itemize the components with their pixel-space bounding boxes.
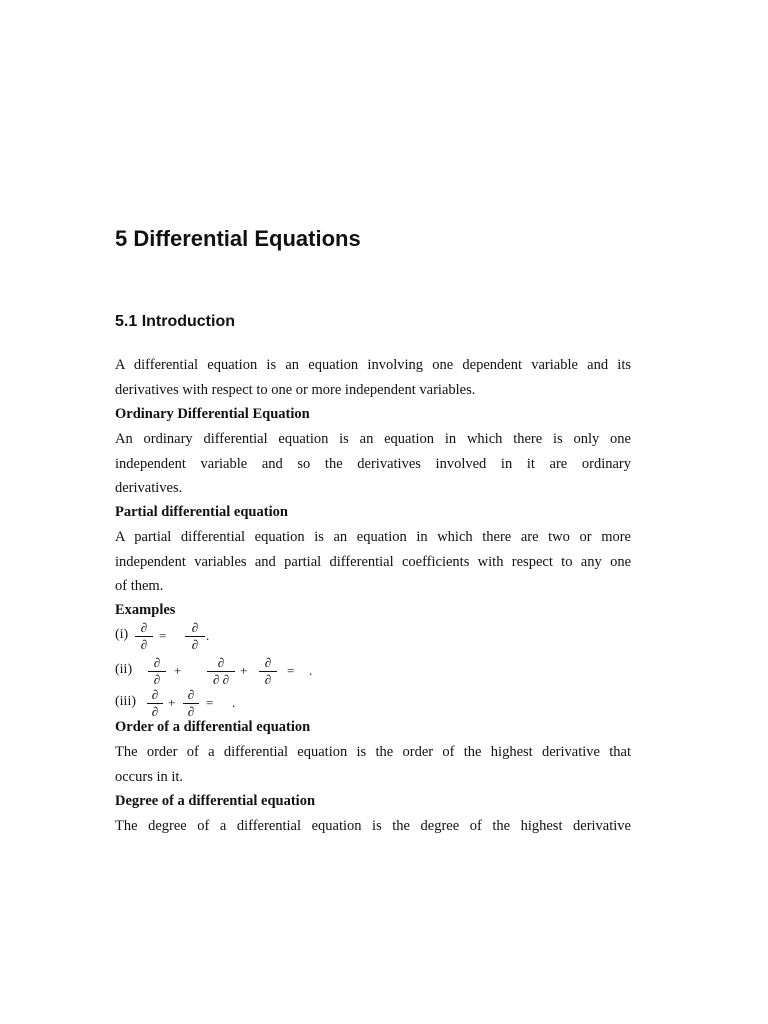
plus-sign: + — [240, 663, 248, 678]
fraction-numerator: ∂ — [191, 620, 199, 635]
fraction-denominator: ∂ — [153, 672, 161, 687]
pde-line-1: A partial differential equation is an equation in which there are two or more — [115, 529, 631, 545]
fraction-numerator: ∂ — [217, 655, 225, 670]
ode-line-1: An ordinary differential equation is an equation in which there is only one — [115, 431, 631, 447]
pde-line-2: independent variables and partial differential coefficients with respect to any one — [115, 553, 631, 570]
equals-sign: = — [206, 695, 214, 710]
example-2 — [115, 656, 325, 686]
fraction-denominator: ∂ ∂ — [212, 672, 230, 687]
example-1 — [115, 621, 235, 651]
intro-paragraph — [115, 353, 631, 402]
ode-paragraph — [115, 427, 631, 501]
fraction-numerator: ∂ — [187, 687, 195, 702]
chapter-title: 5 Differential Equations — [115, 226, 361, 251]
fraction-numerator: ∂ — [151, 687, 159, 702]
order-line-2: occurs in it. — [115, 768, 184, 785]
section-title: 5.1 Introduction — [115, 313, 235, 330]
fraction-denominator: ∂ — [191, 637, 199, 652]
fraction-denominator: ∂ — [151, 704, 159, 719]
period: . — [309, 663, 313, 678]
example-3-label: (iii) — [115, 694, 136, 709]
order-line-1: The order of a differential equation is the order of the highest derivative that — [115, 744, 631, 760]
intro-line-2: derivatives with respect to one or more independent variables. — [115, 381, 476, 398]
example-2-fraction-2 — [207, 656, 235, 687]
example-1-label: (i) — [115, 627, 129, 642]
ode-heading: Ordinary Differential Equation — [115, 406, 310, 422]
fraction-numerator: ∂ — [264, 655, 272, 670]
example-3 — [115, 688, 245, 718]
order-heading: Order of a differential equation — [115, 719, 311, 735]
pde-line-3: of them. — [115, 578, 164, 594]
pde-paragraph — [115, 525, 631, 599]
examples-heading: Examples — [115, 602, 176, 618]
fraction-numerator: ∂ — [153, 655, 161, 670]
period: . — [232, 695, 236, 710]
equals-sign: = — [287, 663, 295, 678]
period: . — [206, 628, 210, 643]
example-2-fraction-1 — [148, 656, 166, 687]
fraction-numerator: ∂ — [140, 620, 148, 635]
order-paragraph — [115, 740, 631, 789]
intro-line-1: A differential equation is an equation involving one dependent variable and its — [115, 357, 631, 373]
example-2-label: (ii) — [115, 662, 133, 677]
plus-sign: + — [174, 663, 182, 678]
fraction-denominator: ∂ — [264, 672, 272, 687]
example-2-fraction-3 — [259, 656, 277, 687]
example-1-fraction-1 — [135, 621, 153, 652]
degree-paragraph — [115, 814, 631, 839]
pde-heading: Partial differential equation — [115, 504, 288, 520]
degree-line-1: The degree of a differential equation is the degree of the highest derivative — [115, 818, 631, 834]
ode-line-2: independent variable and so the derivatives involved in it are ordinary — [115, 455, 631, 472]
fraction-denominator: ∂ — [187, 704, 195, 719]
example-1-fraction-2 — [185, 621, 205, 652]
plus-sign: + — [168, 695, 176, 710]
degree-heading: Degree of a differential equation — [115, 793, 316, 809]
equals-sign: = — [159, 628, 167, 643]
ode-line-3: derivatives. — [115, 480, 183, 496]
fraction-denominator: ∂ — [140, 637, 148, 652]
